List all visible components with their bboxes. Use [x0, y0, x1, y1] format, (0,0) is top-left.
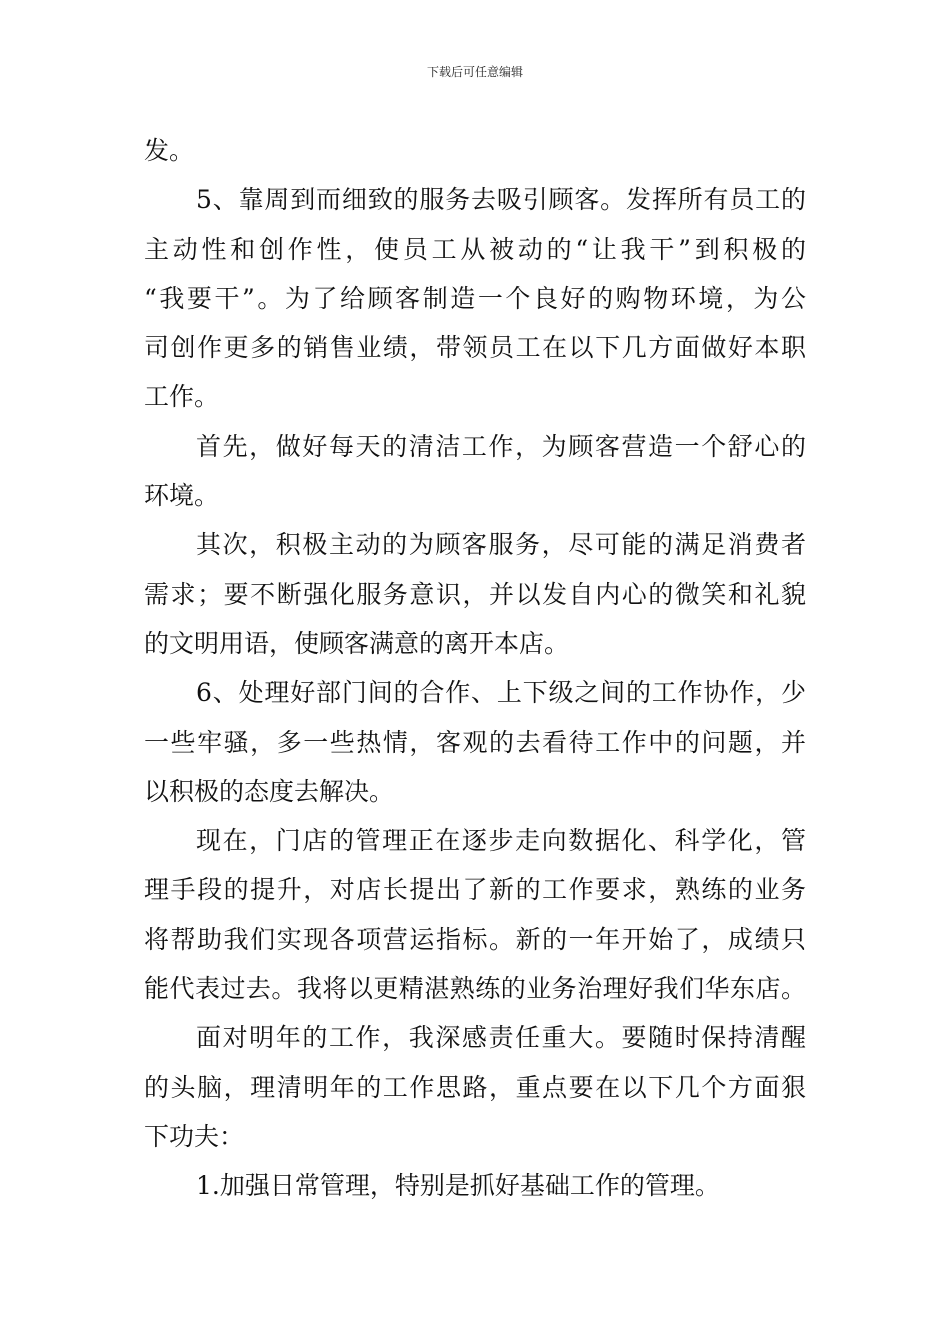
text-line: 将帮助我们实现各项营运指标。新的一年开始了，成绩只: [144, 924, 806, 954]
text-line: 一些牢骚，多一些热情，客观的去看待工作中的问题，并: [144, 727, 806, 757]
text-line: 1.加强日常管理，特别是抓好基础工作的管理。: [196, 1171, 720, 1201]
text-line: 工作。: [144, 382, 220, 412]
text-line: 环境。: [144, 481, 220, 511]
text-line: 其次，积极主动的为顾客服务，尽可能的满足消费者: [196, 530, 806, 560]
text-line: 首先，做好每天的清洁工作，为顾客营造一个舒心的: [196, 431, 806, 461]
text-line: 下功夫：: [144, 1121, 245, 1151]
text-line: 面对明年的工作，我深感责任重大。要随时保持清醒: [196, 1023, 806, 1053]
text-line: 主动性和创作性，使员工从被动的“让我干”到积极的: [144, 234, 806, 264]
text-line: 发。: [144, 136, 195, 165]
text-line: 现在，门店的管理正在逐步走向数据化、科学化，管: [196, 826, 806, 856]
text-line: 5、靠周到而细致的服务去吸引顾客。发挥所有员工的: [196, 185, 806, 215]
text-line: 能代表过去。我将以更精湛熟练的业务治理好我们华东店。: [144, 974, 806, 1004]
text-line: 司创作更多的销售业绩，带领员工在以下几方面做好本职: [144, 333, 806, 363]
text-line: 6、处理好部门间的合作、上下级之间的工作协作，少: [196, 678, 806, 708]
text-line: 理手段的提升，对店长提出了新的工作要求，熟练的业务: [144, 875, 806, 905]
text-line: 需求；要不断强化服务意识，并以发自内心的微笑和礼貌: [144, 579, 806, 609]
page-header: 下载后可任意编辑: [426, 65, 523, 79]
text-line: 的头脑，理清明年的工作思路，重点要在以下几个方面狠: [144, 1072, 806, 1102]
document-body: [144, 126, 806, 1211]
text-line: “我要干”。为了给顾客制造一个良好的购物环境，为公: [144, 283, 806, 313]
text-line: 以积极的态度去解决。: [144, 776, 395, 806]
text-line: 的文明用语，使顾客满意的离开本店。: [144, 628, 570, 658]
